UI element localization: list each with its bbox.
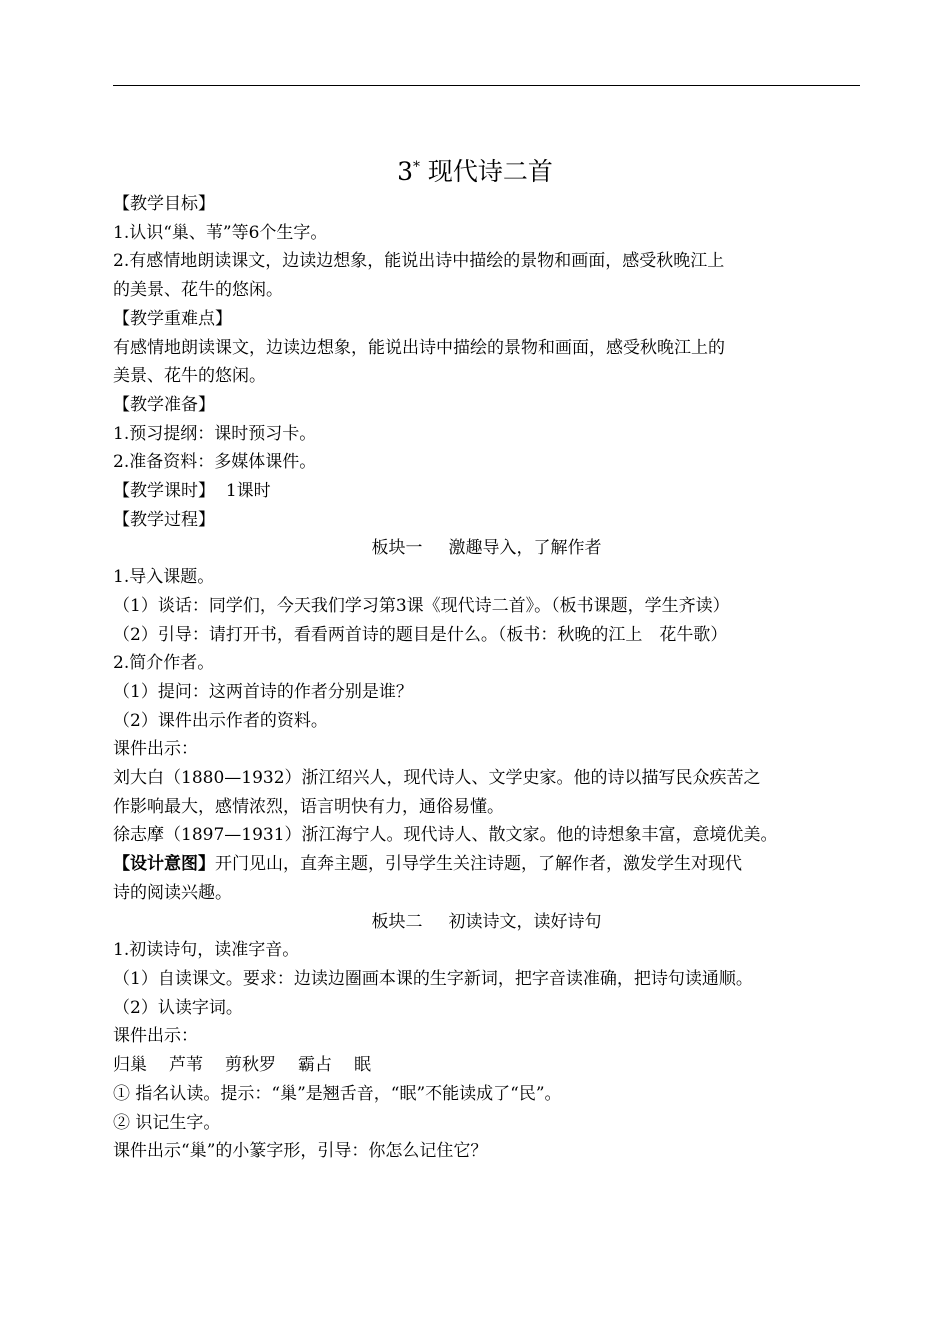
step-3-b: （2）认读字词。 (113, 997, 243, 1018)
vocab-word: 归巢 (113, 1055, 147, 1076)
block-two-title: 初读诗文，读好诗句 (448, 911, 602, 932)
vocab-word: 眠 (354, 1055, 371, 1076)
step-1: 1.导入课题。 (113, 567, 215, 588)
prep-2: 2.准备资料：多媒体课件。 (113, 452, 317, 473)
hours-value: 1课时 (225, 481, 271, 502)
block-one-title: 激趣导入，了解作者 (448, 538, 602, 559)
design-intent-tag: 【设计意图】 (113, 854, 215, 875)
note-2: ② 识记生字。 (113, 1112, 221, 1133)
title-star: * (412, 159, 420, 175)
prep-1: 1.预习提纲：课时预习卡。 (113, 423, 317, 444)
section-heading-process: 【教学过程】 (113, 509, 215, 530)
note-1: ① 指名认读。提示：“巢”是翘舌音，“眠”不能读成了“民”。 (113, 1083, 562, 1104)
header-rule (113, 85, 860, 86)
section-heading-preparation: 【教学准备】 (113, 394, 215, 415)
section-heading-key-points: 【教学重难点】 (113, 308, 232, 329)
key-point-line1: 有感情地朗读课文，边读边想象，能说出诗中描绘的景物和画面，感受秋晚江上的 (113, 337, 725, 358)
block-two-heading (113, 908, 860, 937)
vocab-word: 芦苇 (169, 1055, 203, 1076)
courseware-label-2: 课件出示： (113, 1026, 198, 1047)
document-body (113, 190, 860, 1166)
goal-2-line2: 的美景、花牛的悠闲。 (113, 280, 283, 301)
key-point-line2: 美景、花牛的悠闲。 (113, 366, 266, 387)
vocab-word: 剪秋罗 (225, 1055, 276, 1076)
step-2-b: （2）课件出示作者的资料。 (113, 710, 328, 731)
step-2-a: （1）提问：这两首诗的作者分别是谁？ (113, 681, 413, 702)
block-one-heading (113, 534, 860, 563)
title-text: 现代诗二首 (427, 157, 553, 186)
design-intent-text: 开门见山，直奔主题，引导学生关注诗题，了解作者，激发学生对现代 (215, 854, 742, 875)
section-heading-goals: 【教学目标】 (113, 194, 215, 214)
page-title (0, 150, 950, 189)
block-one-label: 板块一 (371, 538, 423, 559)
title-number: 3 (397, 157, 413, 186)
author-liu-line1: 刘大白（1880—1932）浙江绍兴人，现代诗人、文学史家。他的诗以描写民众疾苦之 (113, 768, 761, 789)
hours-label: 【教学课时】 (113, 481, 215, 502)
step-2: 2.简介作者。 (113, 653, 215, 674)
step-1-a: （1）谈话：同学们，今天我们学习第3课《现代诗二首》。（板书课题，学生齐读） (113, 595, 730, 616)
vocab-word: 霸占 (298, 1055, 332, 1076)
design-intent-line2: 诗的阅读兴趣。 (113, 882, 232, 903)
courseware-label-1: 课件出示： (113, 739, 198, 760)
section-heading-hours (113, 477, 860, 506)
design-intent-line1 (113, 850, 860, 879)
block-two-label: 板块二 (371, 911, 423, 932)
author-liu-line2: 作影响最大，感情浓烈，语言明快有力，通俗易懂。 (113, 796, 504, 817)
step-3: 1.初读诗句，读准字音。 (113, 940, 300, 961)
final-line: 课件出示“巢”的小篆字形，引导：你怎么记住它？ (113, 1141, 488, 1162)
step-1-b: （2）引导：请打开书，看看两首诗的题目是什么。（板书：秋晚的江上 花牛歌） (113, 624, 728, 645)
author-xu: 徐志摩（1897—1931）浙江海宁人。现代诗人、散文家。他的诗想象丰富，意境优美。 (113, 825, 778, 846)
goal-2-line1: 2.有感情地朗读课文，边读边想象，能说出诗中描绘的景物和画面，感受秋晚江上 (113, 251, 725, 272)
goal-1: 1.认识“巢、苇”等6个生字。 (113, 222, 328, 243)
vocabulary-list (113, 1051, 860, 1080)
step-3-a: （1）自读课文。要求：边读边圈画本课的生字新词，把字音读准确，把诗句读通顺。 (113, 968, 753, 989)
